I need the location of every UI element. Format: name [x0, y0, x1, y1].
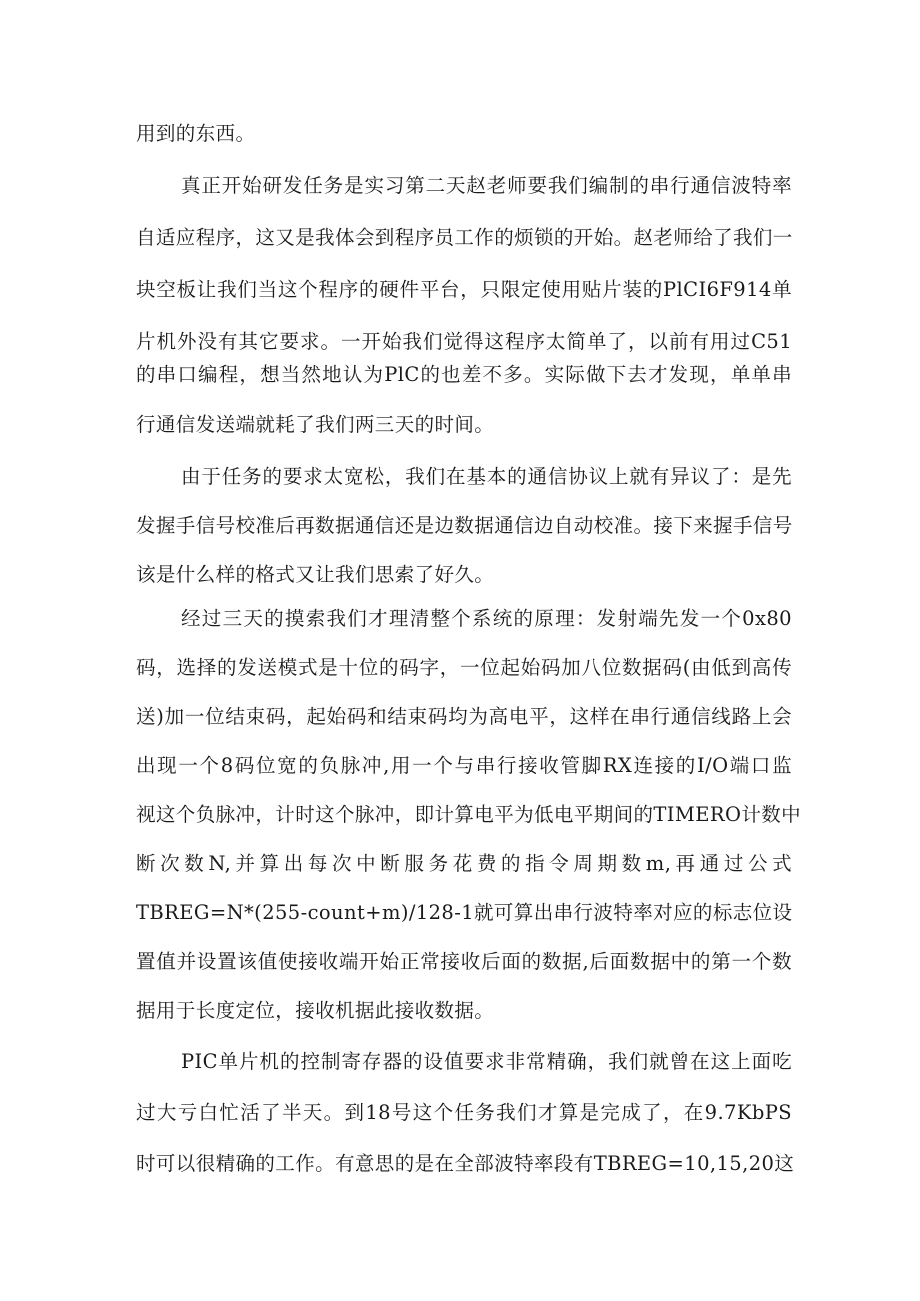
text-line: 真正开始研发任务是实习第二天赵老师要我们编制的串行通信波特率 [181, 174, 792, 197]
text-line: 的串口编程，想当然地认为PlC的也差不多。实际做下去才发现，单单串 [136, 363, 792, 386]
text-line: 时可以很精确的工作。有意思的是在全部波特率段有TBREG=10,15,20这 [136, 1152, 795, 1175]
text-line: 断次数N,并算出每次中断服务花费的指令周期数m,再通过公式 [136, 852, 792, 875]
text-line: PIC单片机的控制寄存器的设值要求非常精确，我们就曾在这上面吃 [181, 1050, 792, 1073]
text-line: 块空板让我们当这个程序的硬件平台，只限定使用贴片装的PlCI6F914单 [136, 278, 792, 301]
text-line: 发握手信号校准后再数据通信还是边数据通信边自动校准。接下来握手信号 [136, 514, 793, 537]
text-line: 该是什么样的格式又让我们思索了好久。 [136, 563, 495, 586]
text-line: 码，选择的发送模式是十位的码字，一位起始码加八位数据码(由低到高传 [136, 656, 792, 679]
text-line: 据用于长度定位，接收机据此接收数据。 [136, 999, 495, 1022]
text-line: 置值并设置该值使接收端开始正常接收后面的数据,后面数据中的第一个数 [136, 950, 792, 973]
text-line: TBREG=N*(255-count+m)/128-1就可算出串行波特率对应的标志位设 [136, 901, 793, 924]
text-line: 视这个负脉冲，计时这个脉冲，即计算电平为低电平期间的TIMERO计数中 [136, 803, 802, 826]
text-line: 过大亏白忙活了半天。到18号这个任务我们才算是完成了，在9.7KbPS [136, 1101, 792, 1124]
text-line: 自适应程序，这又是我体会到程序员工作的烦锁的开始。赵老师给了我们一 [136, 226, 793, 249]
text-line: 用到的东西。 [136, 122, 256, 145]
text-line: 送)加一位结束码，起始码和结束码均为高电平，这样在串行通信线路上会 [136, 705, 792, 728]
text-line: 出现一个8码位宽的负脉冲,用一个与串行接收管脚RX连接的I/O端口监 [136, 754, 792, 777]
text-line: 经过三天的摸索我们才理清整个系统的原理：发射端先发一个0x80 [181, 607, 792, 630]
text-line: 片机外没有其它要求。一开始我们觉得这程序太简单了，以前有用过C51 [136, 330, 792, 353]
text-line: 行通信发送端就耗了我们两三天的时间。 [136, 413, 495, 436]
text-line: 由于任务的要求太宽松，我们在基本的通信协议上就有异议了：是先 [181, 465, 792, 488]
